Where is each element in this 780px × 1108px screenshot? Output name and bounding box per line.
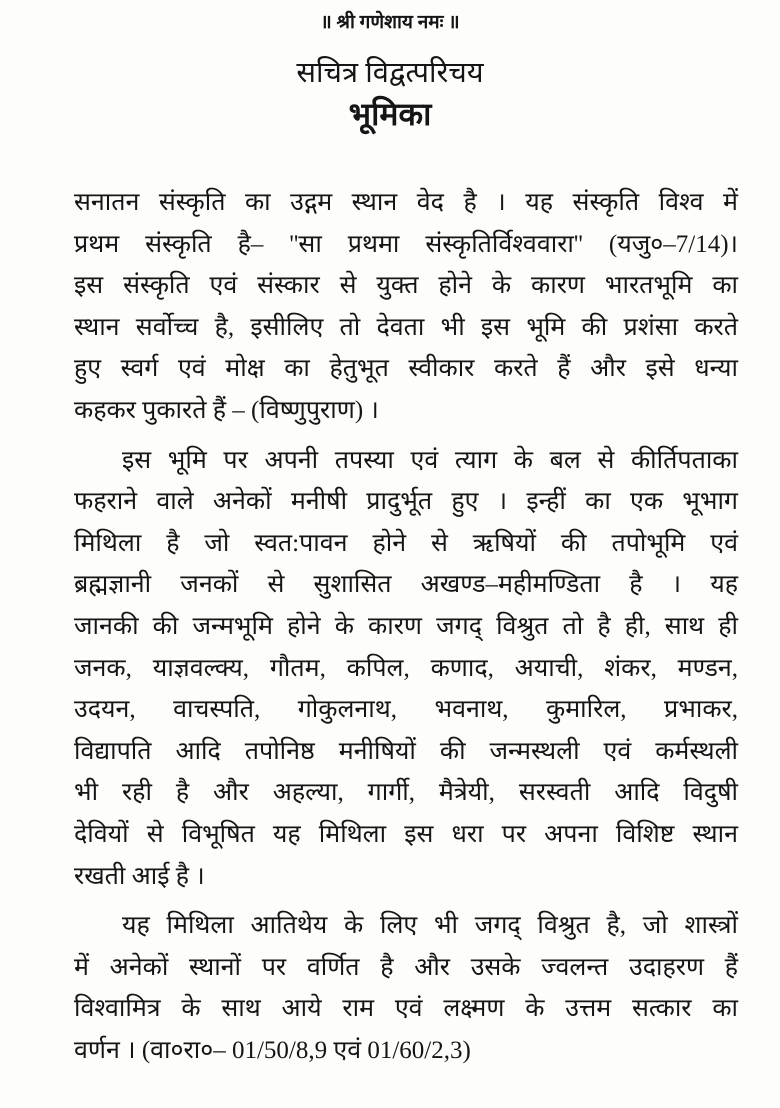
text-line: हुए स्वर्ग एवं मोक्ष का हेतुभूत स्वीकार करते हैं और इसे धन्या — [74, 355, 738, 383]
paragraph — [74, 440, 738, 898]
text-line: विश्वामित्र के साथ आये राम एवं लक्ष्मण के उत्तम सत्कार का — [74, 995, 738, 1023]
text-line: इस संस्कृति एवं संस्कार से युक्त होने के कारण भारतभूमि का — [74, 272, 738, 300]
text-line: रखती आई है । — [74, 862, 205, 890]
text-line: मिथिला है जो स्वत:पावन होने से ऋषियों की तपोभूमि एवं — [74, 529, 738, 557]
text-line: देवियों से विभूषित यह मिथिला इस धरा पर अपना विशिष्ट स्थान — [74, 820, 738, 848]
text-line: जनक, याज्ञवल्क्य, गौतम, कपिल, कणाद, अयाची, शंकर, मण्डन, — [74, 654, 738, 682]
text-line: यह मिथिला आतिथेय के लिए भी जगद् विश्रुत है, जो शास्त्रों — [122, 912, 738, 940]
text-line: में अनेकों स्थानों पर वर्णित है और उसके ज्वलन्त उदाहरण हैं — [74, 953, 738, 981]
text-line: स्थान सर्वोच्च है, इसीलिए तो देवता भी इस भूमि की प्रशंसा करते — [74, 313, 738, 341]
text-line: वर्णन । (वा०रा०– 01/50/8,9 एवं 01/60/2,3) — [74, 1036, 471, 1064]
paragraph — [74, 905, 738, 1071]
invocation-heading: ॥ श्री गणेशाय नमः ॥ — [320, 12, 460, 33]
text-line: इस भूमि पर अपनी तपस्या एवं त्याग के बल से कीर्तिपताका — [122, 446, 738, 474]
text-line: विद्यापति आदि तपोनिष्ठ मनीषियों की जन्मस्थली एवं कर्मस्थली — [74, 737, 738, 765]
text-line: जानकी की जन्मभूमि होने के कारण जगद् विश्रुत तो है ही, साथ ही — [74, 612, 738, 640]
paragraph — [74, 182, 738, 432]
text-line: प्रथम संस्कृति है– ''सा प्रथमा संस्कृतिर्विश्ववारा'' (यजु०–7/14)। — [74, 230, 738, 258]
body-text — [74, 182, 738, 1079]
text-line: फहराने वाले अनेकों मनीषी प्रादुर्भूत हुए । इन्हीं का एक भूभाग — [74, 488, 738, 516]
text-line: भी रही है और अहल्या, गार्गी, मैत्रेयी, सरस्वती आदि विदुषी — [74, 779, 738, 807]
text-line: सनातन संस्कृति का उद्गम स्थान वेद है । यह संस्कृति विश्व में — [74, 189, 738, 216]
text-line: उदयन, वाचस्पति, गोकुलनाथ, भवनाथ, कुमारिल, प्रभाकर, — [74, 696, 738, 724]
page-title: सचित्र विद्वत्परिचय — [296, 57, 484, 89]
text-line: कहकर पुकारते हैं – (विष्णुपुराण) । — [74, 396, 379, 424]
text-line: ब्रह्मज्ञानी जनकों से सुशासित अखण्ड–महीमण्डिता है । यह — [74, 571, 738, 599]
section-heading: भूमिका — [348, 96, 432, 132]
